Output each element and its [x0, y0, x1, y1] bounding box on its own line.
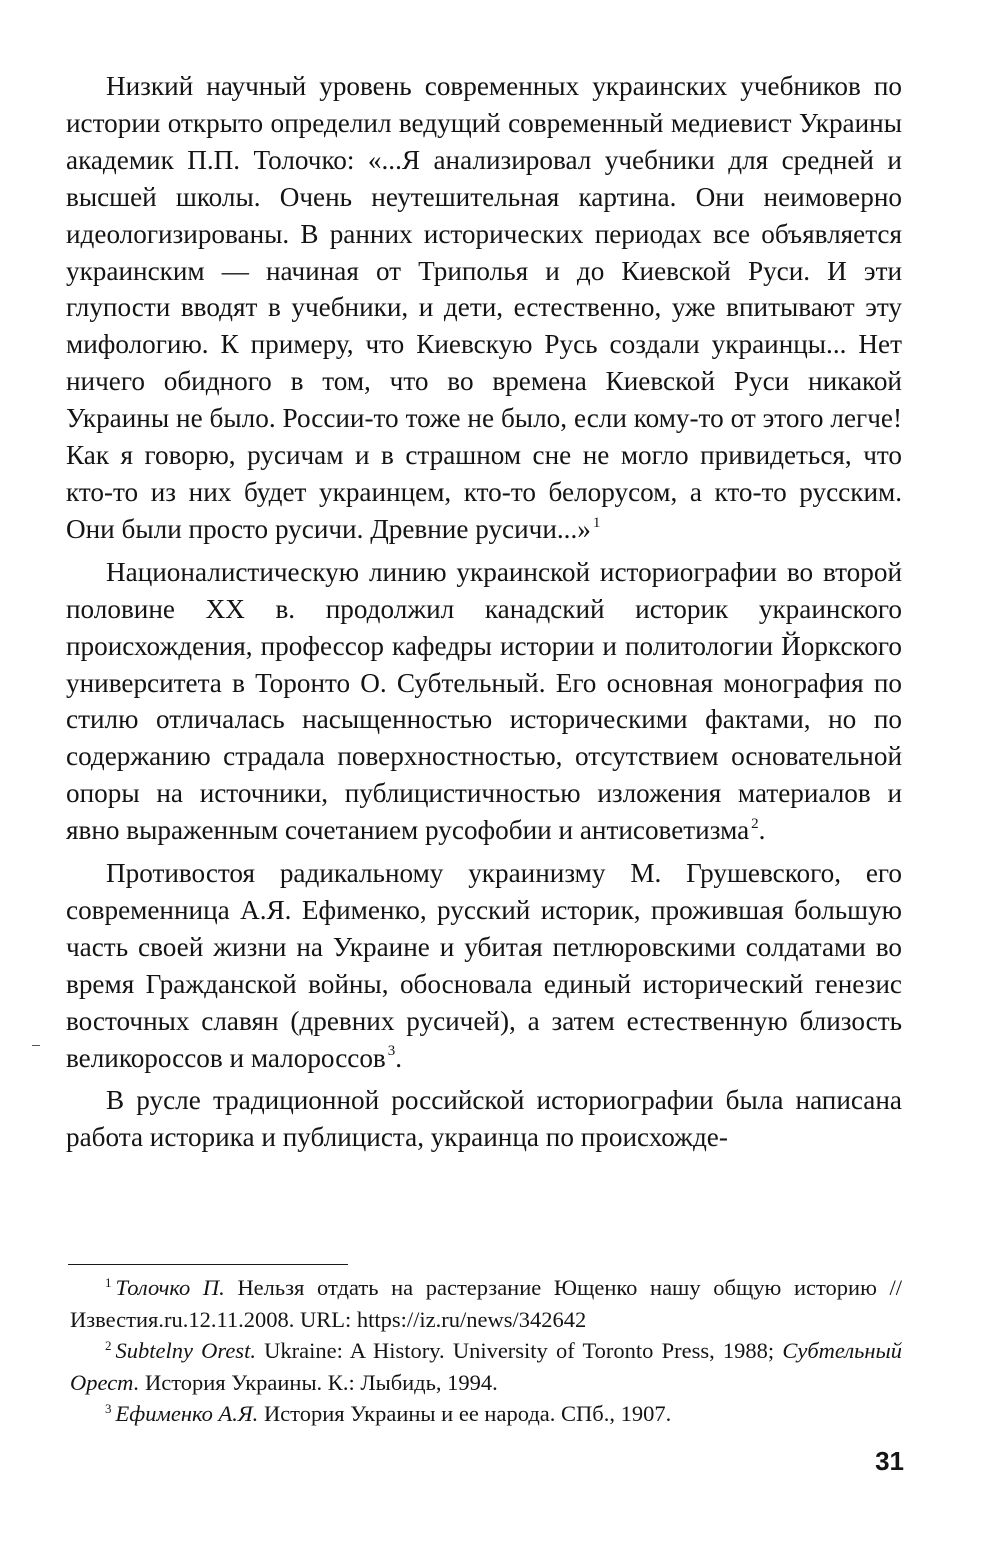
footnote-number: 2 [105, 1338, 112, 1354]
page-number: 31 [875, 1446, 904, 1476]
footnote-number: 3 [105, 1401, 112, 1417]
paragraph-text: Низкий научный уровень современных украинских учебников по истории открыто определил ведущий современный медиевист Украины академик П.П. Толочко: «...Я анализировал учебники для средней и высшей школы. Очень неутешительная картина. Они неимоверно идеологизированы. В ранних исторических периодах все объявляется украинским — начиная от Триполья и до Киевской Руси. И эти глупости вводят в учебники, и дети, естественно, уже впитывают эту мифологию. К примеру, что Киевскую Русь создали украинцы... Нет ничего обидного в том, что во времена Киевской Руси никакой Украины не было. России-то тоже не было, если кому-то от этого легче! Как я говорю, русичам и в страшном сне не могло привидеться, что кто-то из них будет украинцем, кто-то белорусом, а кто-то русским. Они были просто русичи. Древние русичи...» [66, 71, 902, 544]
footnote-author-secondary: Субтельный Орест. [70, 1338, 903, 1395]
scan-mark [32, 1045, 40, 1046]
footnote-ref: 1 [592, 514, 601, 531]
footnotes [70, 1272, 902, 1430]
footnote-author: Subtelny Orest. [115, 1338, 256, 1363]
footnote-text-secondary: История Украины. К.: Лыбидь, 1994. [144, 1369, 498, 1395]
main-text [66, 68, 902, 1156]
footnote-1 [70, 1272, 902, 1335]
footnote-ref: 2 [751, 815, 759, 832]
paragraph-tolochko [66, 68, 902, 548]
paragraph-subtelny: Националистическую линию украинской историографии во второй половине XX в. продолжил канадский историк украинского происхождения, профессор кафедры истории и политологии Йоркского университета в Торонто О. Субтельный. Его основная монография по стилю отличалась насыщенностью историческими фактами, но по содержанию страдала поверхностностью, отсутствием основательной опоры на источники, публицистичностью изложения материалов и явно выраженным сочетанием русофобии и антисоветизма $^2$. [66, 556, 902, 846]
footnote-2 [70, 1335, 902, 1398]
footnote-number: 1 [105, 1275, 112, 1291]
footnote-text: Нельзя отдать на растерзание Ющенко нашу общую историю // Известия.ru.12.11.2008. URL: https://iz.ru/news/342642 [70, 1275, 903, 1332]
footnote-author: Толочко П. [115, 1275, 225, 1300]
paragraph-text: Националистическую линию украинской историографии во второй половине XX в. продолжил канадский историк украинского происхождения, профессор кафедры истории и политологии Йоркского университета в Торонто О. Субтельный. Его основная монография по стилю отличалась насыщенностью историческими фактами, но по содержанию страдала поверхностностью, отсутствием основательной опоры на источники, публицистичностью изложения материалов и явно выраженным сочетанием русофобии и антисоветизма [66, 556, 902, 846]
footnote-ref: 3 [387, 1043, 396, 1060]
footnote-separator [68, 1264, 348, 1265]
footnote-3 [70, 1398, 902, 1430]
paragraph-efimenko: Противостоя радикальному украинизму М. Грушевского, его современница А.Я. Ефименко, русский историк, прожившая большую часть своей жизни на Украине и убитая петлюровскими солдатами во время Гражданской войны, обосновала единый исторический генезис восточных славян (древних русичей), а затем естественную близость великороссов и малороссов $^3$. [66, 858, 902, 1073]
paragraph-text: Противостоя радикальному украинизму М. Грушевского, его современница А.Я. Ефименко, русский историк, прожившая большую часть своей жизни на Украине и убитая петлюровскими солдатами во время Гражданской войны, обосновала единый исторический генезис восточных славян (древних русичей), а затем естественную близость великороссов и малороссов [66, 858, 902, 1073]
paragraph-traditional [66, 1082, 902, 1156]
footnote-text: История Украины и ее народа. СПб., 1907. [263, 1401, 672, 1426]
footnote-text: Ukraine: A History. University of Toronto Press, 1988; [264, 1338, 775, 1363]
paragraph-text: В русле традиционной российской историографии была написана работа историка и публициста, украинца по происхожде- [66, 1085, 902, 1153]
footnote-author: Ефименко А.Я. [115, 1401, 259, 1426]
